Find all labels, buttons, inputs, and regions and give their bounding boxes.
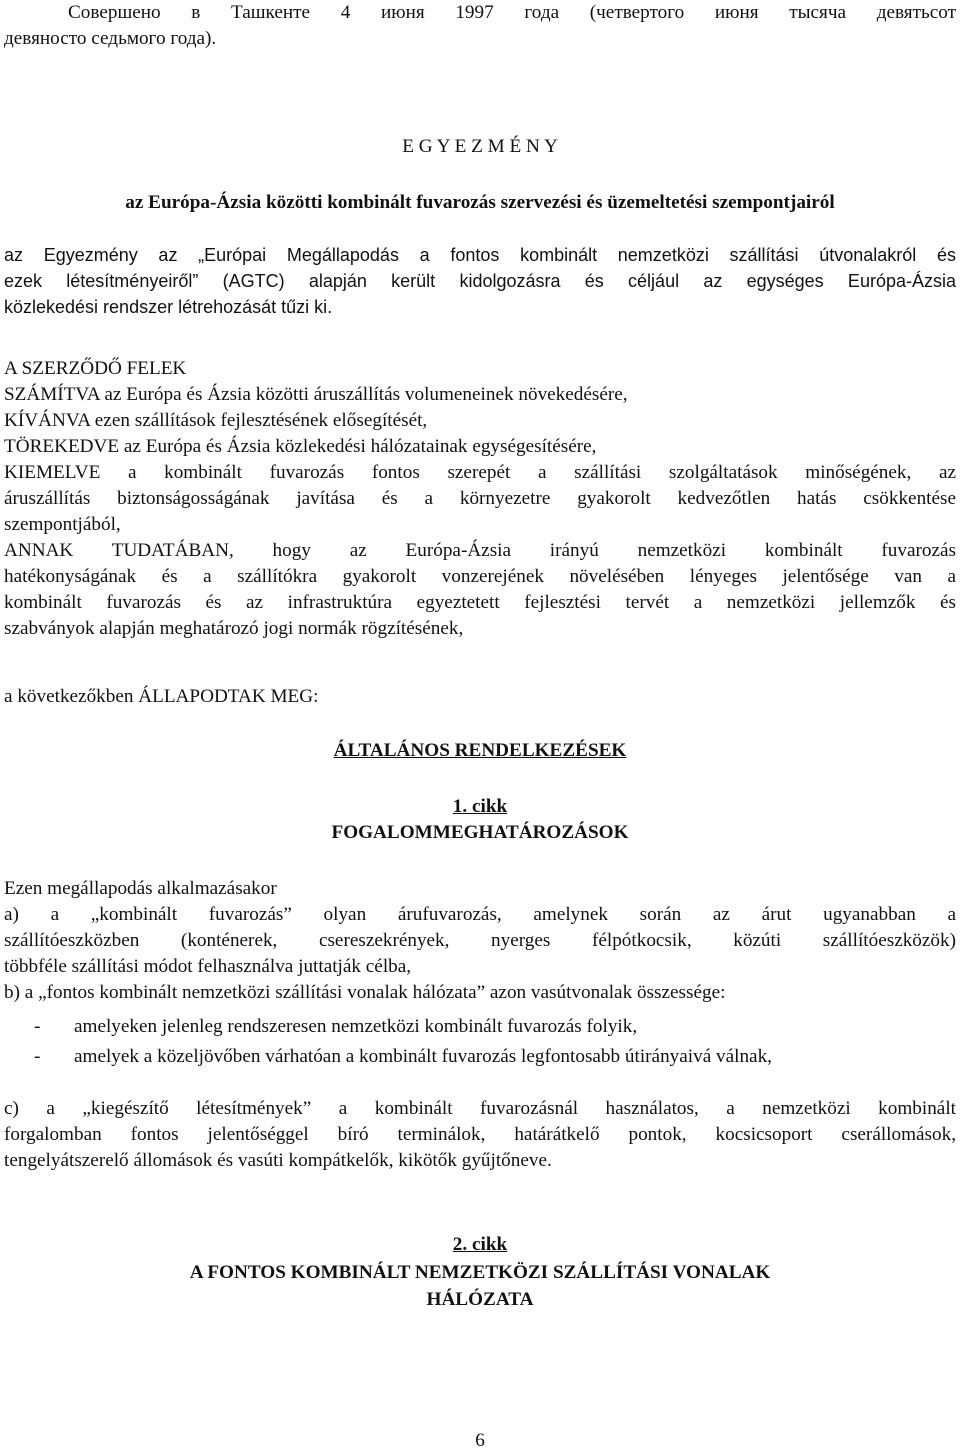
- clause-line: kombinált fuvarozás és az infrastruktúra egyeztetett fejlesztési tervét a nemzetközi jellemzők és: [4, 592, 956, 613]
- intro-line: девяносто седьмого года).: [4, 28, 217, 49]
- clause-line: áruszállítás biztonságosságának javítása és a környezetre gyakorolt kedvezőtlen hatás csökkentése: [4, 488, 956, 509]
- document-subtitle: az Európa-Ázsia közötti kombinált fuvarozás szervezési és üzemeltetési szempontjairól: [125, 192, 835, 213]
- dash-bullet: -: [34, 1016, 41, 1037]
- list-item: [34, 1014, 637, 1040]
- definition-line: b) a „fontos kombinált nemzetközi szállítási vonalak hálózata” azon vasútvonalak összessége:: [4, 982, 726, 1003]
- clause-line: szempontjából,: [4, 514, 121, 535]
- agreed-line: a következőkben ÁLLAPODTAK MEG:: [4, 686, 319, 707]
- definition-line: a) a „kombinált fuvarozás” olyan árufuvarozás, amelynek során az árut ugyanabban a: [4, 904, 956, 925]
- list-item-text: amelyek a közeljövőben várhatóan a kombinált fuvarozás legfontosabb útirányaivá válnak,: [74, 1046, 772, 1067]
- clause-line: ANNAK TUDATÁBAN, hogy az Európa-Ázsia irányú nemzetközi kombinált fuvarozás: [4, 540, 956, 561]
- clause-line: SZÁMÍTVA az Európa és Ázsia közötti áruszállítás volumeneinek növekedésére,: [4, 384, 628, 405]
- article-title: FOGALOMMEGHATÁROZÁSOK: [331, 822, 629, 843]
- clause-line: szabványok alapján meghatározó jogi normák rögzítésének,: [4, 618, 464, 639]
- definition-c: [4, 1096, 956, 1174]
- intro-line: Совершено в Ташкенте 4 июня 1997 года (четвертого июня тысяча девятьсот: [68, 2, 956, 23]
- preamble-paragraph: [4, 242, 956, 320]
- parties-heading: A SZERZŐDŐ FELEK: [4, 358, 187, 379]
- preamble-line: közlekedési rendszer létrehozását tűzi ki.: [4, 297, 333, 317]
- article-title: A FONTOS KOMBINÁLT NEMZETKÖZI SZÁLLÍTÁSI VONALAK: [189, 1262, 771, 1283]
- list-item-text: amelyeken jelenleg rendszeresen nemzetközi kombinált fuvarozás folyik,: [74, 1016, 638, 1037]
- definition-line: többféle szállítási módot felhasználva juttatják célba,: [4, 956, 412, 977]
- clause-line: KIEMELVE a kombinált fuvarozás fontos szerepét a szállítási szolgáltatások minőségének, az: [4, 462, 956, 483]
- article-number: 2. cikk: [452, 1234, 508, 1255]
- article-number: 1. cikk: [452, 796, 508, 817]
- clause-line: hatékonyságának és a szállítókra gyakorolt vonzerejének növelésében lényeges jelentősége van a: [4, 566, 956, 587]
- definition-line: forgalomban fontos jelentőséggel bíró terminálok, határátkelő pontok, kocsicsoport cserállomások,: [4, 1124, 956, 1145]
- intro-paragraph: [4, 0, 956, 52]
- dash-bullet: -: [34, 1046, 41, 1067]
- article-title: HÁLÓZATA: [426, 1289, 534, 1310]
- parties-section: [4, 356, 956, 642]
- list-item: [34, 1044, 772, 1070]
- definitions-intro: Ezen megállapodás alkalmazásakor: [4, 878, 277, 899]
- preamble-line: ezek létesítményeiről” (AGTC) alapján került kidolgozásra és céljául az egységes Európa-Ázsia: [4, 271, 956, 291]
- section-heading: ÁLTALÁNOS RENDELKEZÉSEK: [333, 740, 627, 761]
- page-number: 6: [475, 1430, 485, 1451]
- definition-line: c) a „kiegészítő létesítmények” a kombinált fuvarozásnál használatos, a nemzetközi kombinált: [4, 1098, 956, 1119]
- clause-line: TÖREKEDVE az Európa és Ázsia közlekedési hálózatainak egységesítésére,: [4, 436, 597, 457]
- definition-line: tengelyátszerelő állomások és vasúti kompátkelők, kikötők gyűjtőneve.: [4, 1150, 552, 1171]
- definition-line: szállítóeszközben (konténerek, csereszekrények, nyerges félpótkocsik, közúti szállítóeszközök): [4, 930, 956, 951]
- document-title: E G Y E Z M É N Y: [402, 136, 558, 157]
- article1-body: [4, 876, 956, 1006]
- clause-line: KÍVÁNVA ezen szállítások fejlesztésének elősegítését,: [4, 410, 428, 431]
- preamble-line: az Egyezmény az „Európai Megállapodás a fontos kombinált nemzetközi szállítási útvonalakról és: [4, 245, 956, 265]
